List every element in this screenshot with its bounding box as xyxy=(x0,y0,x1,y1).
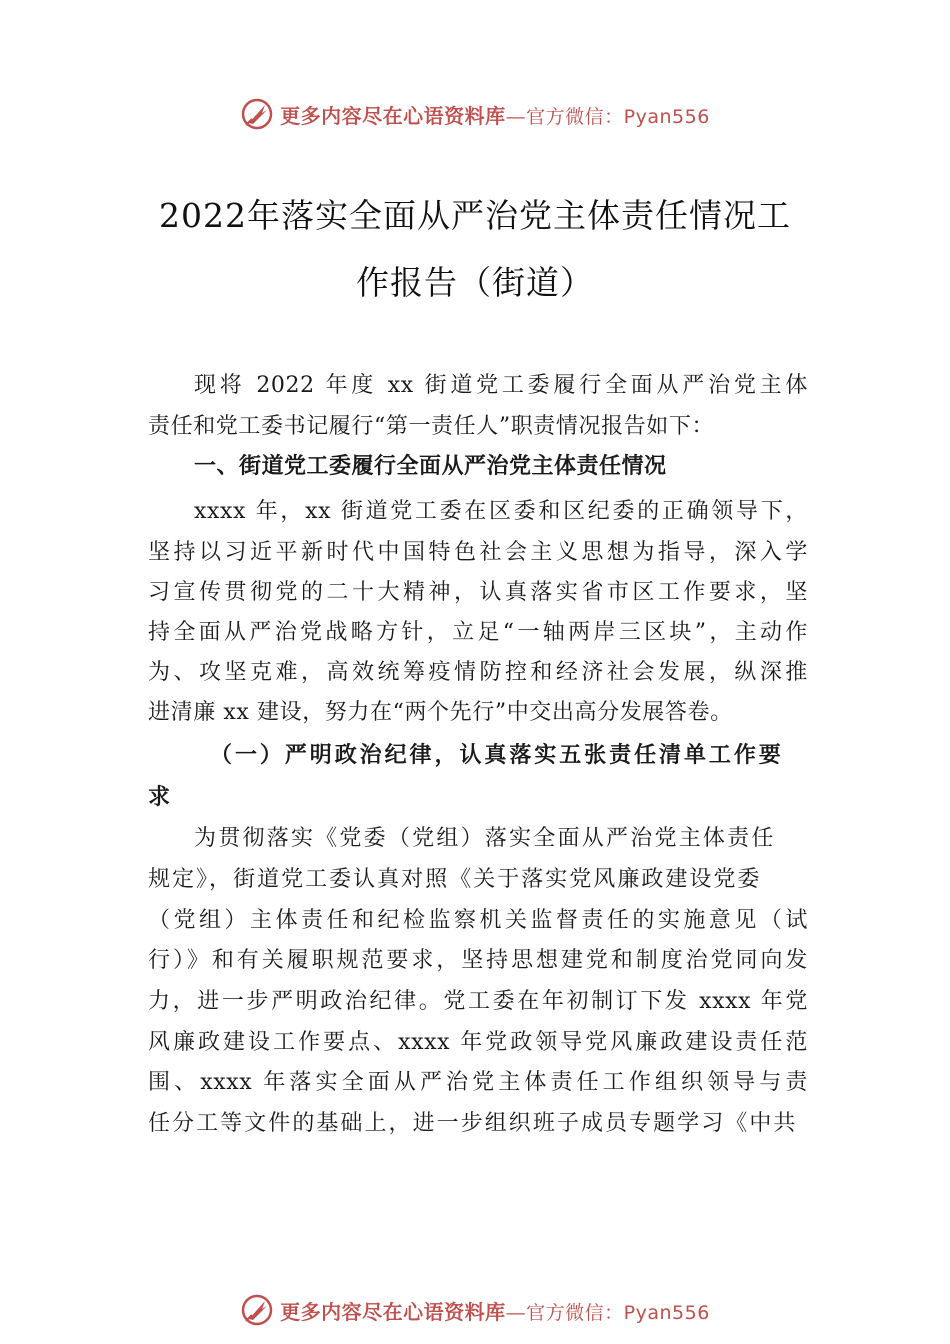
footer-watermark xyxy=(0,1290,950,1330)
watermark-text xyxy=(280,1296,710,1325)
body-line: 规定》，街道党工委认真对照《关于落实党风廉政建设党委 xyxy=(148,867,760,892)
body-line: xxxx 年，xx 街道党工委在区委和区纪委的正确领导下， xyxy=(194,499,808,524)
body-line: 为、攻坚克难，高效统筹疫情防控和经济社会发展，纵深推 xyxy=(148,660,808,685)
body-line: 坚持以习近平新时代中国特色社会主义思想为指导，深入学 xyxy=(148,540,808,565)
body-line: 为贯彻落实《党委（党组）落实全面从严治党主体责任 xyxy=(194,826,774,851)
body-line: 现将 2022 年度 xx 街道党工委履行全面从严治党主体 xyxy=(194,373,808,398)
section-heading: 一、街道党工委履行全面从严治党主体责任情况 xyxy=(194,454,667,479)
subsection-heading: （一）严明政治纪律，认真落实五张责任清单工作要 xyxy=(210,742,782,768)
watermark-suffix: 官方微信：Pyan556 xyxy=(526,105,710,128)
body-line: 行）》和有关履职规范要求，坚持思想建党和制度治党同向发 xyxy=(148,948,808,973)
body-line: 风廉政建设工作要点、xxxx 年党政领导党风廉政建设责任范 xyxy=(148,1030,808,1055)
quill-logo-icon xyxy=(240,1293,274,1327)
body-line: 力，进一步严明政治纪律。党工委在年初制订下发 xxxx 年党 xyxy=(148,989,808,1014)
watermark-text xyxy=(280,100,710,129)
body-line: （党组）主体责任和纪检监察机关监督责任的实施意见（试 xyxy=(148,908,808,933)
watermark-brand: 更多内容尽在心语资料库 xyxy=(280,1299,506,1324)
header-watermark xyxy=(0,94,950,134)
watermark-brand: 更多内容尽在心语资料库 xyxy=(280,103,506,128)
watermark-dash: — xyxy=(505,103,527,128)
body-line: 任分工等文件的基础上，进一步组织班子成员专题学习《中共 xyxy=(148,1111,796,1136)
subsection-heading-continued: 求 xyxy=(148,784,172,810)
body-line: 责任和党工委书记履行“第一责任人”职责情况报告如下： xyxy=(148,414,715,439)
body-line: 习宣传贯彻党的二十大精神，认真落实省市区工作要求，坚 xyxy=(148,580,808,605)
document-title-line-2: 作报告（街道） xyxy=(356,263,594,302)
body-line: 进清廉 xx 建设，努力在“两个先行”中交出高分发展答卷。 xyxy=(148,700,733,725)
quill-logo-icon xyxy=(240,97,274,131)
document-title-line-1: 2022年落实全面从严治党主体责任情况工 xyxy=(159,196,791,235)
body-line: 持全面从严治党战略方针，立足“一轴两岸三区块”，主动作 xyxy=(148,620,808,645)
body-line: 围、xxxx 年落实全面从严治党主体责任工作组织领导与责 xyxy=(148,1070,808,1095)
watermark-dash: — xyxy=(505,1299,527,1324)
watermark-suffix: 官方微信：Pyan556 xyxy=(526,1301,710,1324)
